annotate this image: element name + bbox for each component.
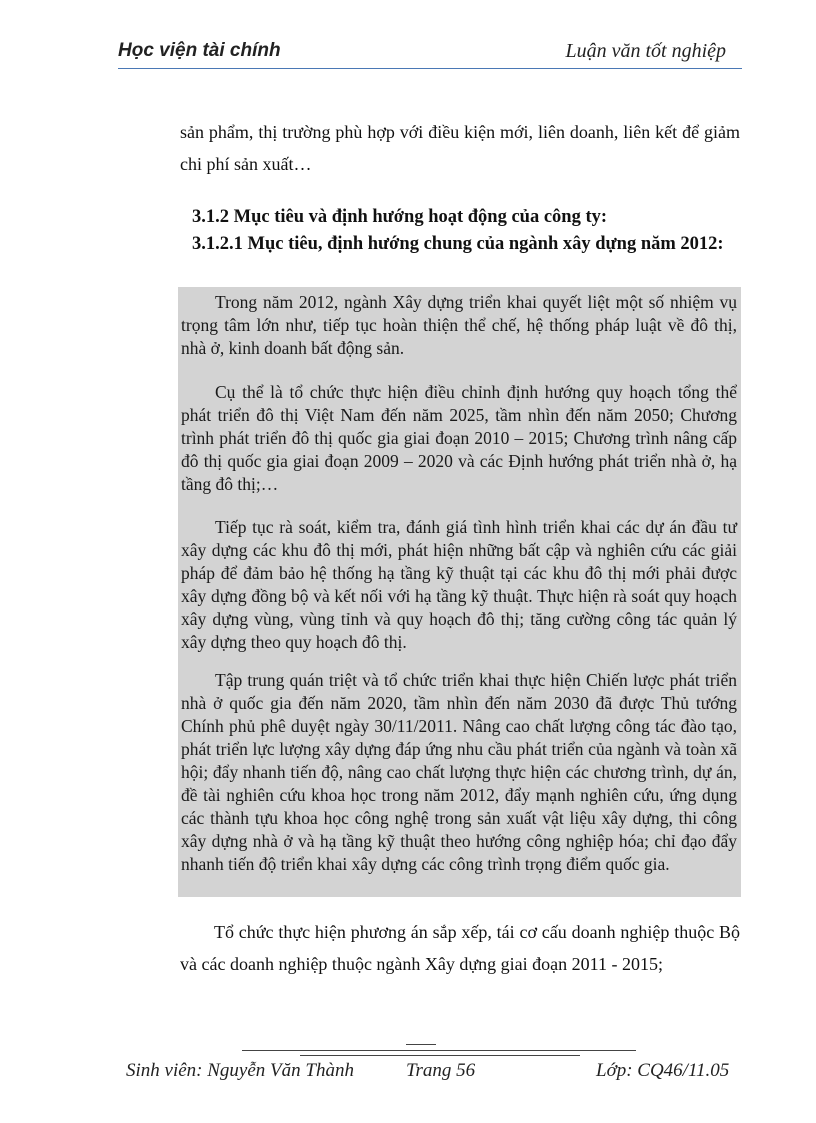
header-doc-type: Luận văn tốt nghiệp <box>565 40 726 62</box>
box-paragraph-3: Tiếp tục rà soát, kiểm tra, đánh giá tình hình triển khai các dự án đầu tư xây dựng các khu đô thị mới, phát hiện những bất cập và nghiên cứu các giải pháp để đảm bảo hệ thống hạ tầng kỹ thuật tại các khu đô thị mới phải được xây dựng đồng bộ và kết nối với hạ tầng kỹ thuật. Thực hiện rà soát quy hoạch xây dựng vùng, vùng tỉnh và quy hoạch đô thị; tăng cường công tác quản lý xây dựng theo quy hoạch đô thị. <box>181 517 737 652</box>
box-paragraph-4: Tập trung quán triệt và tổ chức triển khai thực hiện Chiến lược phát triển nhà ở quốc gia đến năm 2020, tầm nhìn đến năm 2030 đã được Thủ tướng Chính phủ phê duyệt ngày 30/11/2011. Nâng cao chất lượng công tác đào tạo, phát triển lực lượng xây dựng đáp ứng nhu cầu phát triển của ngành và toàn xã hội; đẩy nhanh tiến độ, nâng cao chất lượng thực hiện các chương trình, dự án, đề tài nghiên cứu khoa học trong năm 2012, đẩy mạnh nghiên cứu, ứng dụng các thành tựu khoa học công nghệ trong sản xuất vật liệu xây dựng, thi công xây dựng nhà ở và hạ tầng kỹ thuật theo hướng công nghiệp hóa; chỉ đạo đẩy nhanh tiến độ triển khai xây dựng các công trình trọng điểm quốc gia. <box>181 670 737 874</box>
closing-paragraph: Tổ chức thực hiện phương án sắp xếp, tái cơ cấu doanh nghiệp thuộc Bộ và các doanh nghiệp thuộc ngành Xây dựng giai đoạn 2011 - 2015; <box>180 922 740 974</box>
box-paragraph-1: Trong năm 2012, ngành Xây dựng triển khai quyết liệt một số nhiệm vụ trọng tâm lớn như, tiếp tục hoàn thiện thể chế, hệ thống pháp luật về đô thị, nhà ở, kinh doanh bất động sản. <box>181 292 737 358</box>
section-heading: 3.1.2 Mục tiêu và định hướng hoạt động của công ty: <box>192 207 608 227</box>
header-divider <box>118 68 742 69</box>
header-institution: Học viện tài chính <box>118 40 281 61</box>
subsection-heading: 3.1.2.1 Mục tiêu, định hướng chung của ngành xây dựng năm 2012: <box>192 234 724 254</box>
footer-class: Lớp: CQ46/11.05 <box>596 1060 730 1081</box>
footer-rule-short <box>406 1044 436 1045</box>
footer-student: Sinh viên: Nguyễn Văn Thành <box>126 1060 354 1081</box>
footer-rule-mid <box>300 1055 580 1056</box>
footer-page-number: Trang 56 <box>406 1060 476 1081</box>
box-paragraph-2: Cụ thể là tổ chức thực hiện điều chỉnh định hướng quy hoạch tổng thể phát triển đô thị Việt Nam đến năm 2025, tầm nhìn đến năm 2050; Chương trình phát triển đô thị quốc gia giai đoạn 2010 – 2015; Chương trình nâng cấp đô thị quốc gia giai đoạn 2009 – 2020 và các Định hướng phát triển nhà ở, hạ tầng đô thị;… <box>181 382 737 494</box>
footer-rule-long <box>242 1050 636 1051</box>
intro-paragraph: sản phẩm, thị trường phù hợp với điều kiện mới, liên doanh, liên kết để giảm chi phí sản xuất… <box>180 122 740 174</box>
